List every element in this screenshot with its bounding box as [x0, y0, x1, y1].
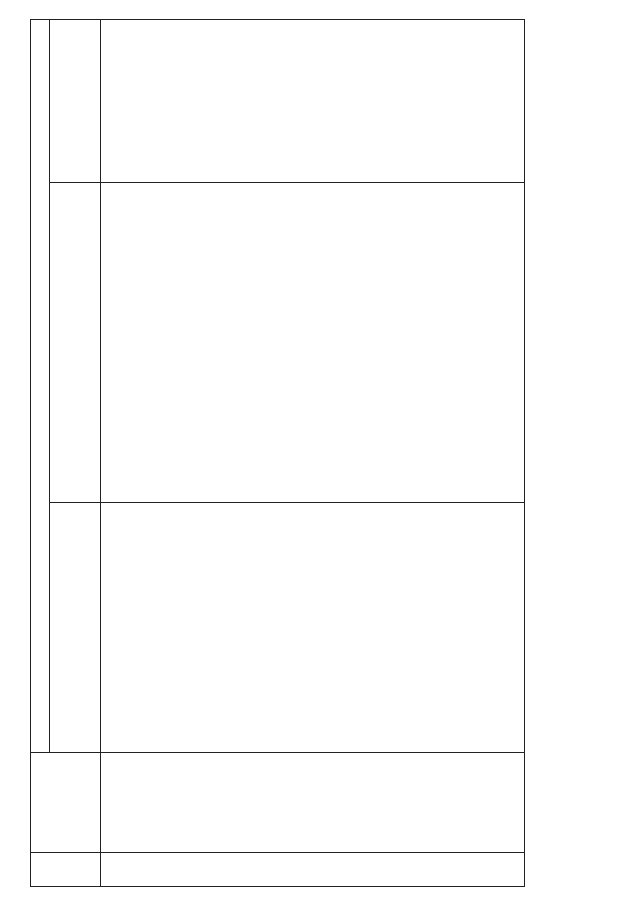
num-header: [31, 853, 101, 887]
code-cell: [101, 753, 525, 853]
practice-header: [50, 19, 101, 182]
skills-cell: [101, 183, 525, 503]
practice-cell: [101, 19, 525, 182]
competency-table: [30, 19, 525, 887]
knowledge-cell: [101, 503, 525, 753]
skills-header: [50, 183, 101, 503]
table-title: [31, 19, 50, 752]
num-cell: [101, 853, 525, 887]
table-title-row: [31, 19, 50, 886]
page-number: [540, 0, 560, 907]
code-header: [31, 753, 101, 853]
knowledge-header: [50, 503, 101, 753]
table-row: [101, 19, 525, 886]
